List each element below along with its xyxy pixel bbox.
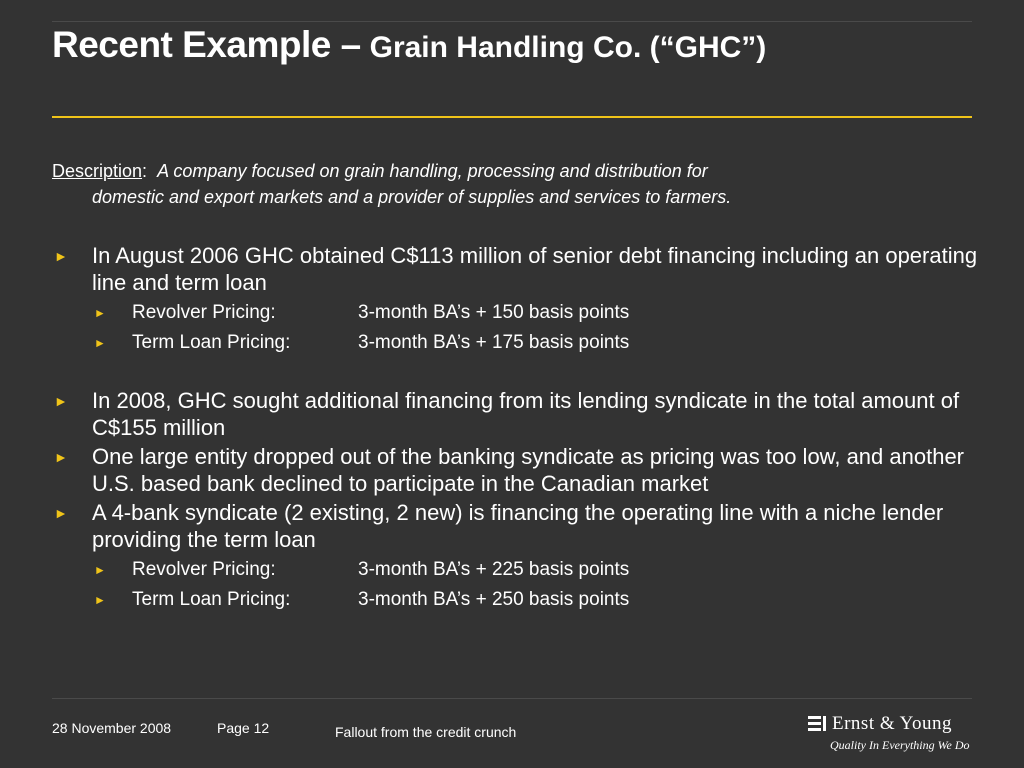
sub-bullet-label: Revolver Pricing: (132, 302, 276, 323)
title-underline (52, 116, 972, 118)
spacer (52, 358, 982, 387)
footer-topic: Fallout from the credit crunch (335, 724, 517, 740)
bullet-item (52, 387, 982, 441)
bullet-item (52, 443, 982, 497)
description-line-1: A company focused on grain handling, processing and distribution for (157, 161, 708, 181)
right-pointer-icon: ► (94, 563, 106, 577)
footer-divider (52, 698, 972, 699)
right-pointer-icon: ► (54, 449, 68, 465)
sub-bullet-item (52, 585, 982, 615)
title-main: Recent Example – (52, 24, 361, 65)
sub-bullet-value: 3-month BA’s + 175 basis points (358, 332, 630, 353)
sub-bullet-value: 3-month BA’s + 225 basis points (358, 559, 630, 580)
top-divider (52, 21, 972, 22)
sub-bullet-value: 3-month BA’s + 250 basis points (358, 589, 630, 610)
bullet-text: One large entity dropped out of the banking syndicate as pricing was too low, and another U.S. based bank declined to participate in the Canadian market (92, 444, 965, 496)
description-colon: : (142, 161, 148, 181)
description-line-2: domestic and export markets and a provider of supplies and services to farmers. (92, 187, 732, 207)
description-label: Description (52, 161, 143, 181)
bullet-text: In August 2006 GHC obtained C$113 million of senior debt financing including an operating line and term loan (92, 243, 978, 295)
sub-bullet-item (52, 555, 982, 585)
slide-title (52, 24, 766, 66)
right-pointer-icon: ► (54, 505, 68, 521)
right-pointer-icon: ► (54, 393, 68, 409)
footer-date: 28 November 2008 (52, 720, 172, 736)
bullet-list (52, 242, 982, 615)
sub-bullet-item (52, 328, 982, 358)
ey-bars-logo-icon (808, 716, 828, 732)
right-pointer-icon: ► (94, 306, 106, 320)
sub-bullet-label: Term Loan Pricing: (132, 589, 291, 610)
ernst-young-logo (808, 712, 978, 756)
description-block (52, 158, 932, 210)
sub-bullet-value: 3-month BA’s + 150 basis points (358, 302, 630, 323)
sub-bullet-label: Revolver Pricing: (132, 559, 276, 580)
bullet-item (52, 499, 982, 553)
bullet-text: In 2008, GHC sought additional financing from its lending syndicate in the total amount of C$155 million (92, 388, 960, 440)
bullet-text: A 4-bank syndicate (2 existing, 2 new) is financing the operating line with a niche lender providing the term loan (92, 500, 944, 552)
sub-bullet-label: Term Loan Pricing: (132, 332, 291, 353)
logo-wordmark: Ernst & Young (832, 713, 952, 734)
right-pointer-icon: ► (54, 248, 68, 264)
right-pointer-icon: ► (94, 593, 106, 607)
bullet-item (52, 242, 982, 296)
title-sub: Grain Handling Co. (“GHC”) (369, 31, 767, 64)
footer-page-number: Page 12 (217, 720, 270, 736)
right-pointer-icon: ► (94, 336, 106, 350)
sub-bullet-item (52, 298, 982, 328)
logo-tagline: Quality In Everything We Do (830, 738, 970, 752)
